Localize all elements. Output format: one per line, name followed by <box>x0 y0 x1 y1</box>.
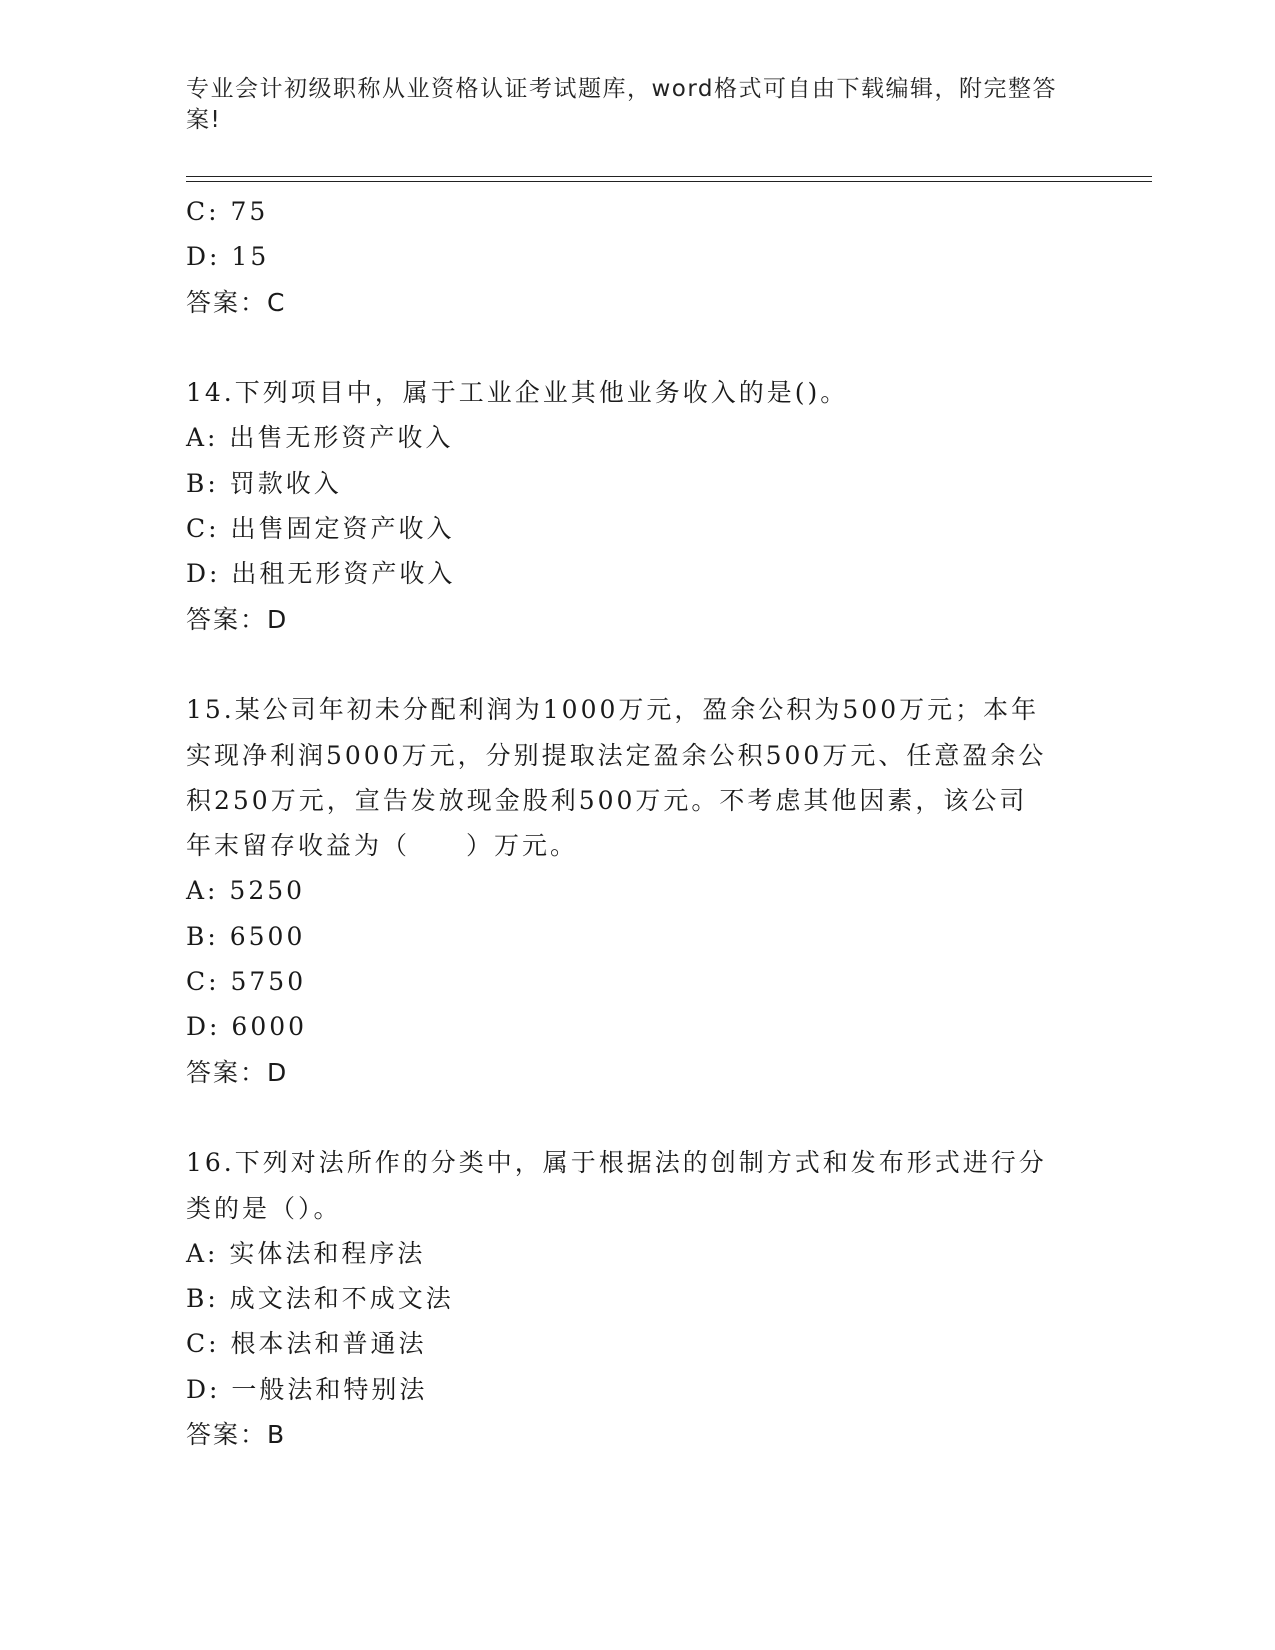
question-13-continuation <box>186 189 1066 325</box>
header-rule-top <box>186 176 1152 177</box>
question-16 <box>186 1140 1066 1457</box>
spacer <box>186 1095 1066 1140</box>
question-stem: 年末留存收益为（ ）万元。 <box>186 831 579 861</box>
answer-line: 答案：D <box>186 1057 289 1087</box>
header-line-1: 专业会计初级职称从业资格认证考试题库，word格式可自由下载编辑，附完整答 <box>186 76 1058 102</box>
question-stem: 15.某公司年初未分配利润为1000万元，盈余公积为500万元；本年 <box>186 695 1040 725</box>
question-list <box>186 189 1066 1457</box>
option-a: A: 实体法和程序法 <box>186 1238 426 1268</box>
option-b: B: 成文法和不成文法 <box>186 1284 454 1314</box>
question-stem: 积250万元，宣告发放现金股利500万元。不考虑其他因素，该公司 <box>186 785 1028 815</box>
option-d: D: 一般法和特别法 <box>186 1374 428 1404</box>
option-b: B: 罚款收入 <box>186 468 342 498</box>
option-d: D: 出租无形资产收入 <box>186 559 456 589</box>
spacer <box>186 642 1066 687</box>
option-c: C: 出售固定资产收入 <box>186 514 455 544</box>
question-stem: 14.下列项目中，属于工业企业其他业务收入的是()。 <box>186 378 849 408</box>
question-15 <box>186 687 1066 1095</box>
option-c: C: 75 <box>186 197 269 226</box>
question-14 <box>186 370 1066 642</box>
question-stem: 实现净利润5000万元，分别提取法定盈余公积500万元、任意盈余公 <box>186 740 1047 770</box>
option-c: C: 根本法和普通法 <box>186 1329 427 1359</box>
page-header <box>186 74 1066 136</box>
answer-line: 答案：D <box>186 604 289 634</box>
answer-line: 答案：C <box>186 287 287 317</box>
option-a: A: 出售无形资产收入 <box>186 423 454 453</box>
option-d: D: 15 <box>186 242 270 272</box>
header-line-2: 案! <box>186 107 222 133</box>
question-stem: 类的是（）。 <box>186 1193 342 1223</box>
option-c: C: 5750 <box>186 967 307 997</box>
header-rule-bottom <box>186 181 1152 182</box>
answer-line: 答案：B <box>186 1420 287 1450</box>
option-d: D: 6000 <box>186 1012 308 1042</box>
question-stem: 16.下列对法所作的分类中，属于根据法的创制方式和发布形式进行分 <box>186 1148 1047 1178</box>
option-a: A: 5250 <box>186 876 306 906</box>
option-b: B: 6500 <box>186 921 306 951</box>
spacer <box>186 325 1066 370</box>
